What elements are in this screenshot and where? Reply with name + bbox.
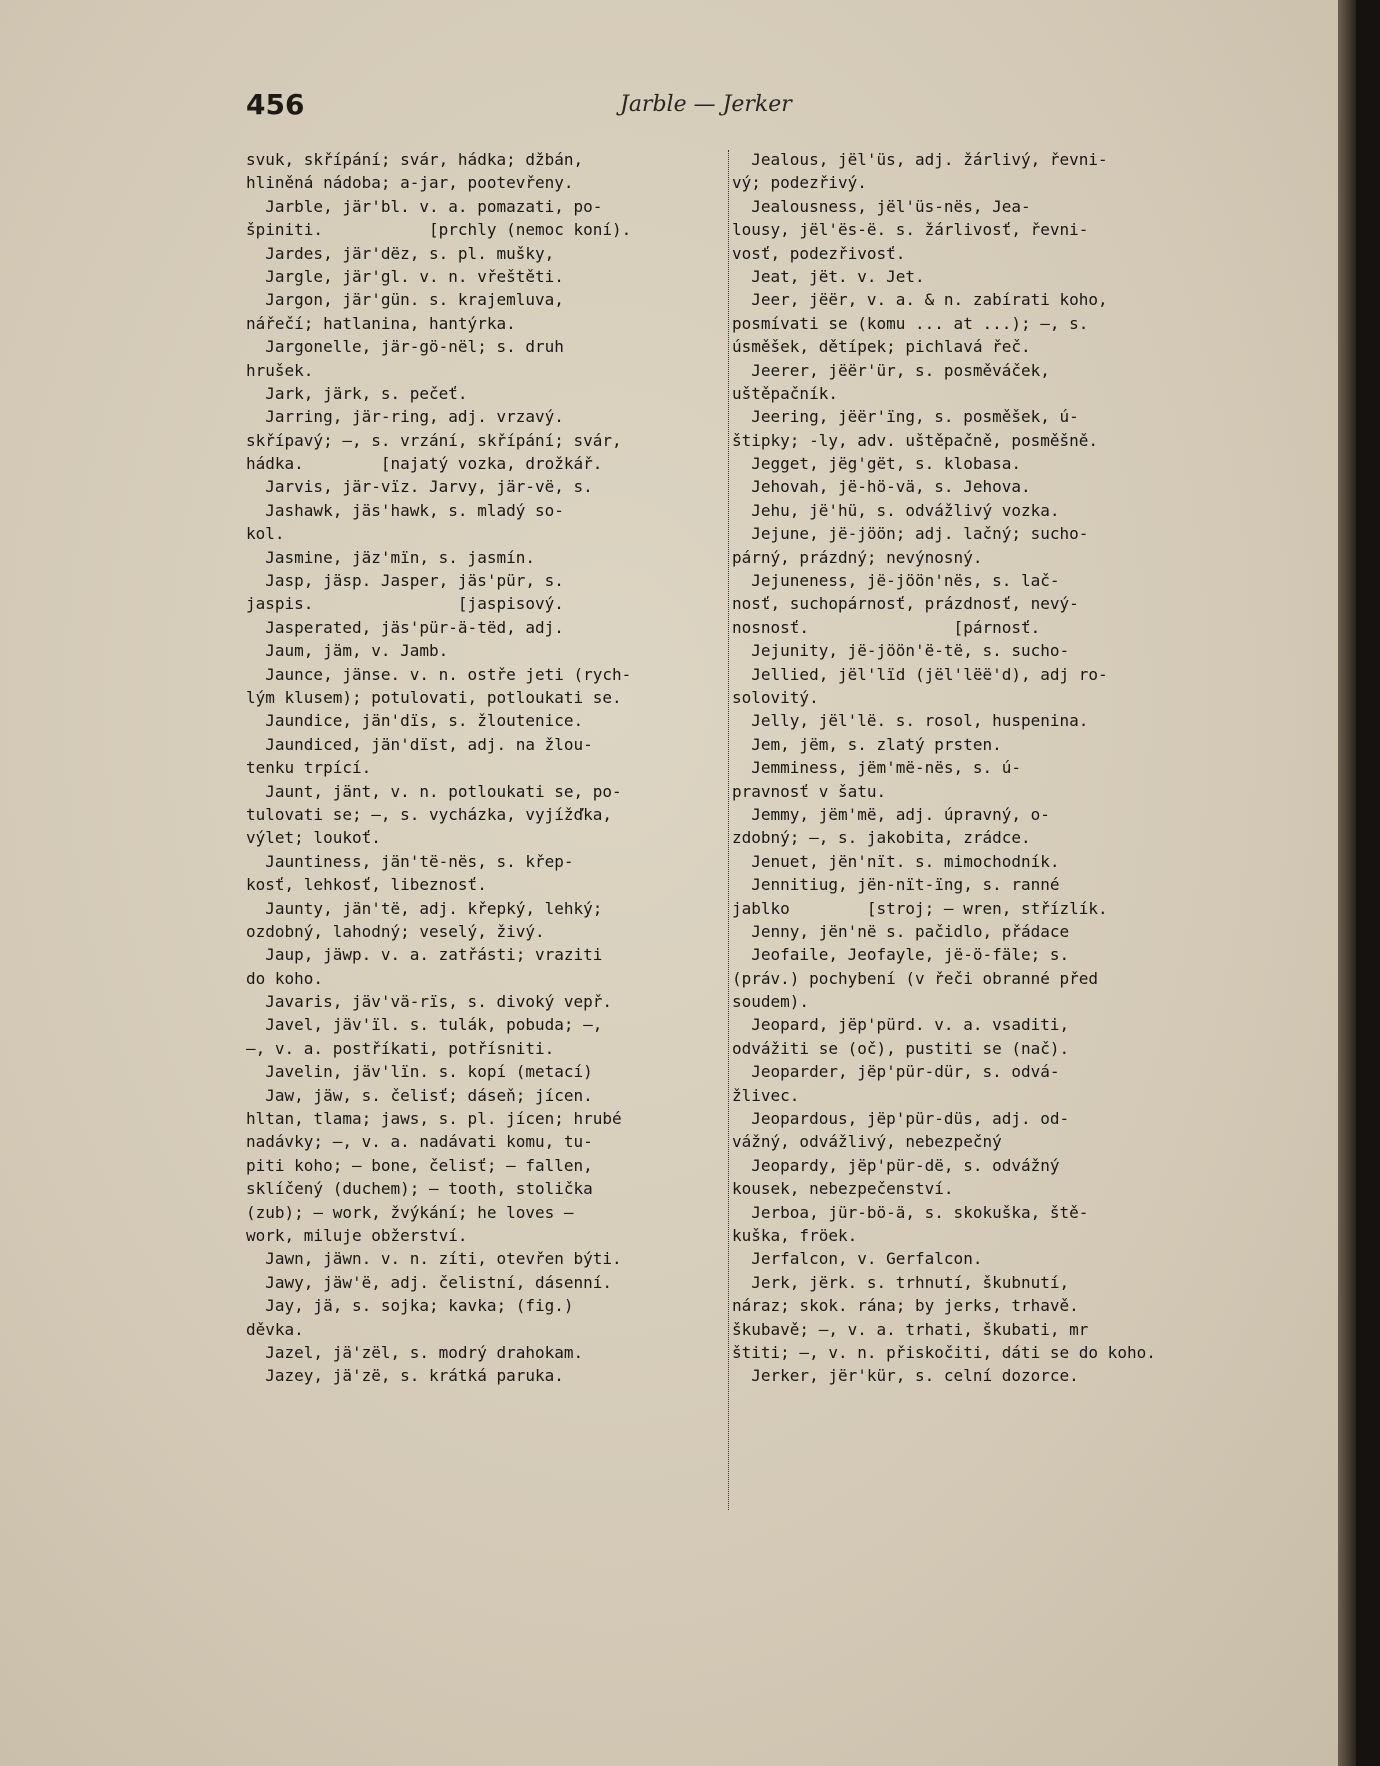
entry-line: Jennitiug, jën-nït-ïng, s. ranné: [732, 875, 1060, 895]
entry-line: vosť, podezřivosť.: [732, 243, 906, 263]
entry-line: Jaum, jäm, v. Jamb.: [246, 641, 449, 661]
entry-line: Jazey, jä'zë, s. krátká paruka.: [246, 1366, 564, 1386]
entry-line: sklíčený (duchem); — tooth, stolička: [246, 1179, 593, 1199]
entry-line: (práv.) pochybení (v řeči obranné před: [732, 968, 1099, 988]
entry-line: žlivec.: [732, 1085, 800, 1105]
entry-line: skřípavý; —, s. vrzání, skřípání; svár,: [246, 430, 622, 450]
entry-line: kol.: [246, 524, 285, 544]
entry-line: hltan, tlama; jaws, s. pl. jícen; hrubé: [246, 1109, 622, 1129]
entry-line: Jelly, jël'lë. s. rosol, huspenina.: [732, 711, 1089, 731]
entry-line: do koho.: [246, 968, 324, 988]
entry-line: hádka. [najatý vozka, drožkář.: [246, 454, 603, 474]
entry-line: štiti; —, v. n. přiskočiti, dáti se do koho.: [732, 1342, 1156, 1362]
entry-line: hrušek.: [246, 360, 314, 380]
entry-line: piti koho; — bone, čelisť; — fallen,: [246, 1155, 593, 1175]
entry-line: work, miluje obžerství.: [246, 1225, 468, 1245]
entry-line: posmívati se (komu ... at ...); —, s.: [732, 313, 1089, 333]
entry-line: Jehovah, jë-hö-vä, s. Jehova.: [732, 477, 1031, 497]
entry-line: nářečí; hatlanina, hantýrka.: [246, 313, 516, 333]
entry-line: Javelin, jäv'lïn. s. kopí (metací): [246, 1062, 593, 1082]
entry-line: Jemmy, jëm'më, adj. úpravný, o-: [732, 804, 1050, 824]
entry-line: špiniti. [prchly (nemoc koní).: [246, 220, 632, 240]
entry-line: solovitý.: [732, 687, 819, 707]
entry-line: Jardes, jär'dëz, s. pl. mušky,: [246, 243, 555, 263]
entry-line: Jaunt, jänt, v. n. potloukati se, po-: [246, 781, 622, 801]
entry-line: Jerker, jër'kür, s. celní dozorce.: [732, 1366, 1079, 1386]
entry-line: štipky; -ly, adv. uštěpačně, posměšně.: [732, 430, 1099, 450]
entry-line: uštěpačník.: [732, 383, 838, 403]
book-edge: [1356, 0, 1380, 1766]
entry-line: Jerboa, jür-bö-ä, s. skokuška, ště-: [732, 1202, 1089, 1222]
entry-line: (zub); — work, žvýkání; he loves —: [246, 1202, 574, 1222]
book-spine-shadow: [1338, 0, 1356, 1766]
entry-line: kuška, fröek.: [732, 1225, 858, 1245]
entry-line: Javaris, jäv'vä-rïs, s. divoký vepř.: [246, 992, 613, 1012]
entry-line: Jerk, jërk. s. trhnutí, škubnutí,: [732, 1272, 1070, 1292]
entry-line: Jeopardy, jëp'pür-dë, s. odvážný: [732, 1155, 1060, 1175]
entry-line: Javel, jäv'ïl. s. tulák, pobuda; —,: [246, 1015, 603, 1035]
entry-line: Jenuet, jën'nït. s. mimochodník.: [732, 851, 1060, 871]
entry-line: Jejunity, jë-jöön'ë-të, s. sucho-: [732, 641, 1070, 661]
entry-line: Jashawk, jäs'hawk, s. mladý so-: [246, 500, 564, 520]
entry-line: Jasp, jäsp. Jasper, jäs'pür, s.: [246, 571, 564, 591]
entry-line: škubavě; —, v. a. trhati, škubati, mr: [732, 1319, 1089, 1339]
entry-line: Jaup, jäwp. v. a. zatřásti; vraziti: [246, 945, 603, 965]
entry-line: Jargon, jär'gün. s. krajemluva,: [246, 290, 564, 310]
entry-line: Jark, järk, s. pečeť.: [246, 383, 468, 403]
entry-line: Jargonelle, jär-gö-nël; s. druh: [246, 337, 564, 357]
entry-line: Jeerer, jëër'ür, s. posměváček,: [732, 360, 1050, 380]
entry-line: Jerfalcon, v. Gerfalcon.: [732, 1249, 983, 1269]
entry-line: vážný, odvážlivý, nebezpečný: [732, 1132, 1002, 1152]
entry-line: ozdobný, lahodný; veselý, živý.: [246, 921, 545, 941]
entry-line: Jejuneness, jë-jöön'nës, s. lač-: [732, 571, 1060, 591]
entry-line: Jenny, jën'në s. pačidlo, přádace: [732, 921, 1070, 941]
entry-line: Jeopardous, jëp'pür-düs, adj. od-: [732, 1109, 1070, 1129]
entry-line: nadávky; —, v. a. nadávati komu, tu-: [246, 1132, 593, 1152]
entry-line: Jeoparder, jëp'pür-dür, s. odvá-: [732, 1062, 1060, 1082]
entry-line: Jegget, jëg'gët, s. klobasa.: [732, 454, 1021, 474]
entry-line: —, v. a. postříkati, potřísniti.: [246, 1038, 555, 1058]
entry-line: zdobný; —, s. jakobita, zrádce.: [732, 828, 1031, 848]
entry-line: Jazel, jä'zël, s. modrý drahokam.: [246, 1342, 584, 1362]
entry-line: Jeopard, jëp'pürd. v. a. vsaditi,: [732, 1015, 1070, 1035]
right-column: [732, 148, 1202, 1388]
entry-line: Jehu, jë'hü, s. odvážlivý vozka.: [732, 500, 1060, 520]
entry-line: Jaundice, jän'dïs, s. žloutenice.: [246, 711, 584, 731]
column-divider: [728, 150, 729, 1510]
entry-line: nosnosť. [párnosť.: [732, 617, 1041, 637]
entry-line: Jemminess, jëm'më-nës, s. ú-: [732, 758, 1021, 778]
entry-line: Jealousness, jël'üs-nës, Jea-: [732, 196, 1031, 216]
entry-line: hliněná nádoba; a-jar, pootevřeny.: [246, 173, 574, 193]
entry-line: Jejune, jë-jöön; adj. lačný; sucho-: [732, 524, 1089, 544]
running-head: Jarble — Jerker: [620, 92, 792, 117]
entry-line: Jasperated, jäs'pür-ä-tëd, adj.: [246, 617, 564, 637]
entry-line: Jaunce, jänse. v. n. ostře jeti (rych-: [246, 664, 632, 684]
page-number: 456: [246, 88, 305, 121]
entry-line: Jaw, jäw, s. čelisť; dáseň; jícen.: [246, 1085, 593, 1105]
entry-line: Jawy, jäw'ë, adj. čelistní, dásenní.: [246, 1272, 613, 1292]
entry-line: pravnosť v šatu.: [732, 781, 887, 801]
entry-line: Jeer, jëër, v. a. & n. zabírati koho,: [732, 290, 1108, 310]
left-column: [246, 148, 716, 1388]
entry-line: Jarring, jär-ring, adj. vrzavý.: [246, 407, 564, 427]
entry-line: Jaundiced, jän'dïst, adj. na žlou-: [246, 734, 593, 754]
entry-line: Jeat, jët. v. Jet.: [732, 266, 925, 286]
entry-line: kosť, lehkosť, libeznosť.: [246, 875, 487, 895]
entry-line: Jem, jëm, s. zlatý prsten.: [732, 734, 1002, 754]
entry-line: tulovati se; —, s. vycházka, vyjížďka,: [246, 804, 613, 824]
entry-line: Jawn, jäwn. v. n. zíti, otevřen býti.: [246, 1249, 622, 1269]
entry-line: Jeofaile, Jeofayle, jë-ö-fäle; s.: [732, 945, 1070, 965]
entry-line: Jargle, jär'gl. v. n. vřeštěti.: [246, 266, 564, 286]
entry-line: párný, prázdný; nevýnosný.: [732, 547, 983, 567]
entry-line: výlet; loukoť.: [246, 828, 381, 848]
entry-line: vý; podezřivý.: [732, 173, 867, 193]
entry-line: Jaunty, jän'të, adj. křepký, lehký;: [246, 898, 603, 918]
entry-line: děvka.: [246, 1319, 304, 1339]
entry-line: Jay, jä, s. sojka; kavka; (fig.): [246, 1296, 574, 1316]
entry-line: svuk, skřípání; svár, hádka; džbán,: [246, 150, 584, 169]
entry-line: lousy, jël'ës-ë. s. žárlivosť, řevni-: [732, 220, 1089, 240]
entry-line: kousek, nebezpečenství.: [732, 1179, 954, 1199]
entry-line: nosť, suchopárnosť, prázdnosť, nevý-: [732, 594, 1079, 614]
entry-line: odvážiti se (oč), pustiti se (nač).: [732, 1038, 1070, 1058]
entry-line: Jarble, jär'bl. v. a. pomazati, po-: [246, 196, 603, 216]
entry-line: Jauntiness, jän'të-nës, s. křep-: [246, 851, 574, 871]
entry-line: Jealous, jël'üs, adj. žárlivý, řevni-: [732, 150, 1108, 169]
entry-line: tenku trpící.: [246, 758, 372, 778]
entry-line: soudem).: [732, 992, 810, 1012]
entry-line: Jeering, jëër'ïng, s. posměšek, ú-: [732, 407, 1079, 427]
entry-line: jaspis. [jaspisový.: [246, 594, 564, 614]
entry-line: Jellied, jël'lïd (jël'lëë'd), adj ro-: [732, 664, 1108, 684]
entry-line: lým klusem); potulovati, potloukati se.: [246, 687, 622, 707]
entry-line: jablko [stroj; — wren, střízlík.: [732, 898, 1108, 918]
entry-line: Jasmine, jäz'mïn, s. jasmín.: [246, 547, 535, 567]
entry-line: úsměšek, dětípek; pichlavá řeč.: [732, 337, 1031, 357]
entry-line: Jarvis, jär-vïz. Jarvy, jär-vë, s.: [246, 477, 593, 497]
entry-line: náraz; skok. rána; by jerks, trhavě.: [732, 1296, 1079, 1316]
